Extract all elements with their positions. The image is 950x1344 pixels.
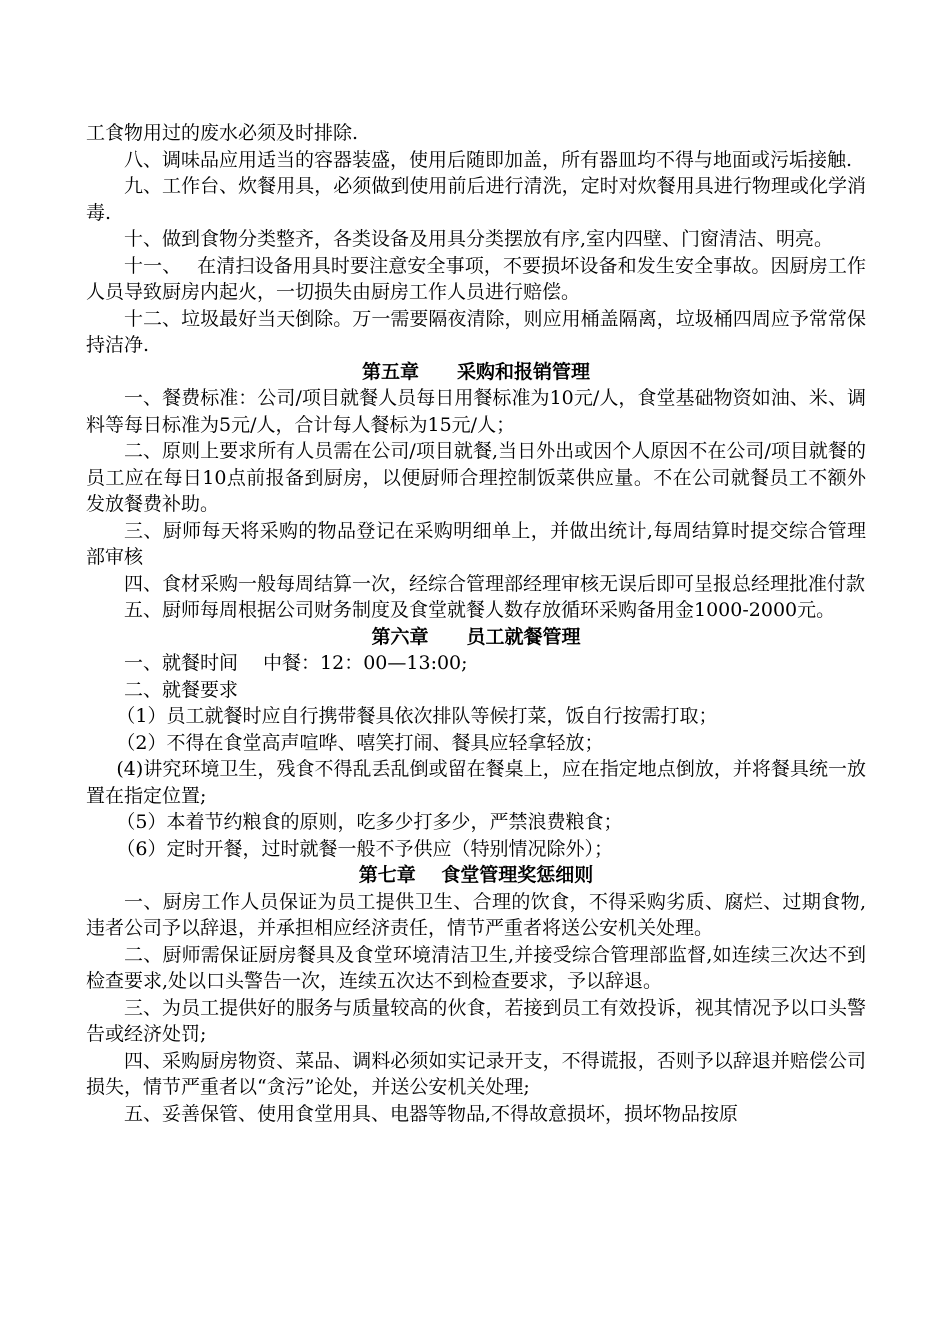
paragraph: 八、调味品应用适当的容器装盛，使用后随即加盖，所有器皿均不得与地面或污垢接触. bbox=[124, 148, 853, 171]
chapter-heading: 第七章 食堂管理奖惩细则 bbox=[358, 864, 594, 886]
paragraph: 一、厨房工作人员保证为员工提供卫生、合理的饮食，不得采购劣质、腐烂、过期食物,违者公司予以辞退，并承担相应经济责任，情节严重者将送公安机关处理。 bbox=[86, 890, 866, 939]
paragraph: 一、就餐时间 中餐：12：00—13:00; bbox=[124, 652, 468, 674]
paragraph: 十一、 在清扫设备用具时要注意安全事项，不要损坏设备和发生安全事故。因厨房工作人员导致厨房内起火，一切损失由厨房工作人员进行赔偿。 bbox=[86, 254, 866, 303]
list-item: （6）定时开餐，过时就餐一般不予供应（特别情况除外）； bbox=[116, 837, 613, 860]
paragraph: 五、厨师每周根据公司财务制度及食堂就餐人数存放循环采购备用金1000-2000元。 bbox=[124, 599, 836, 621]
paragraph: 二、原则上要求所有人员需在公司/项目就餐,当日外出或因个人原因不在公司/项目就餐的员工应在每日10点前报备到厨房，以便厨师合理控制饭菜供应量。不在公司就餐员工不额外发放餐费补助。 bbox=[86, 440, 866, 515]
list-item: （1）员工就餐时应自行携带餐具依次排队等候打菜，饭自行按需打取； bbox=[116, 705, 718, 727]
paragraph: 二、就餐要求 bbox=[124, 678, 239, 701]
paragraph: 十二、垃圾最好当天倒除。万一需要隔夜清除，则应用桶盖隔离，垃圾桶四周应予常常保持洁净. bbox=[86, 307, 866, 356]
list-item: （5）本着节约粮食的原则，吃多少打多少，严禁浪费粮食； bbox=[116, 811, 623, 833]
paragraph: 九、工作台、炊餐用具，必须做到使用前后进行清洗，定时对炊餐用具进行物理或化学消毒. bbox=[86, 175, 866, 224]
paragraph: 二、厨师需保证厨房餐具及食堂环境清洁卫生,并接受综合管理部监督,如连续三次达不到检查要求,处以口头警告一次，连续五次达不到检查要求，予以辞退。 bbox=[86, 943, 866, 992]
list-item: (4)讲究环境卫生，残食不得乱丢乱倒或留在餐桌上，应在指定地点倒放，并将餐具统一放置在指定位置; bbox=[86, 758, 866, 807]
document-page bbox=[86, 120, 866, 1127]
paragraph: 工食物用过的废水必须及时排除. bbox=[86, 122, 359, 144]
list-item: （2）不得在食堂高声喧哗、嘻笑打闹、餐具应轻拿轻放； bbox=[116, 731, 604, 754]
chapter-heading: 第六章 员工就餐管理 bbox=[371, 625, 581, 648]
paragraph: 三、为员工提供好的服务与质量较高的伙食，若接到员工有效投诉，视其情况予以口头警告或经济处罚; bbox=[86, 996, 866, 1045]
paragraph: 三、厨师每天将采购的物品登记在采购明细单上，并做出统计,每周结算时提交综合管理部审核 bbox=[86, 519, 866, 568]
paragraph: 一、餐费标准：公司/项目就餐人员每日用餐标准为10元/人，食堂基础物资如油、米、调料等每日标准为5元/人，合计每人餐标为15元/人； bbox=[86, 387, 866, 436]
paragraph: 四、采购厨房物资、菜品、调料必须如实记录开支，不得谎报，否则予以辞退并赔偿公司损失，情节严重者以“贪污”论处，并送公安机关处理; bbox=[86, 1049, 866, 1098]
paragraph: 五、妥善保管、使用食堂用具、电器等物品,不得故意损坏，损坏物品按原 bbox=[124, 1102, 739, 1125]
chapter-heading: 第五章 采购和报销管理 bbox=[361, 360, 590, 383]
paragraph: 十、做到食物分类整齐，各类设备及用具分类摆放有序,室内四壁、门窗清洁、明亮。 bbox=[124, 228, 834, 250]
paragraph: 四、食材采购一般每周结算一次，经综合管理部经理审核无误后即可呈报总经理批准付款 bbox=[124, 572, 866, 595]
